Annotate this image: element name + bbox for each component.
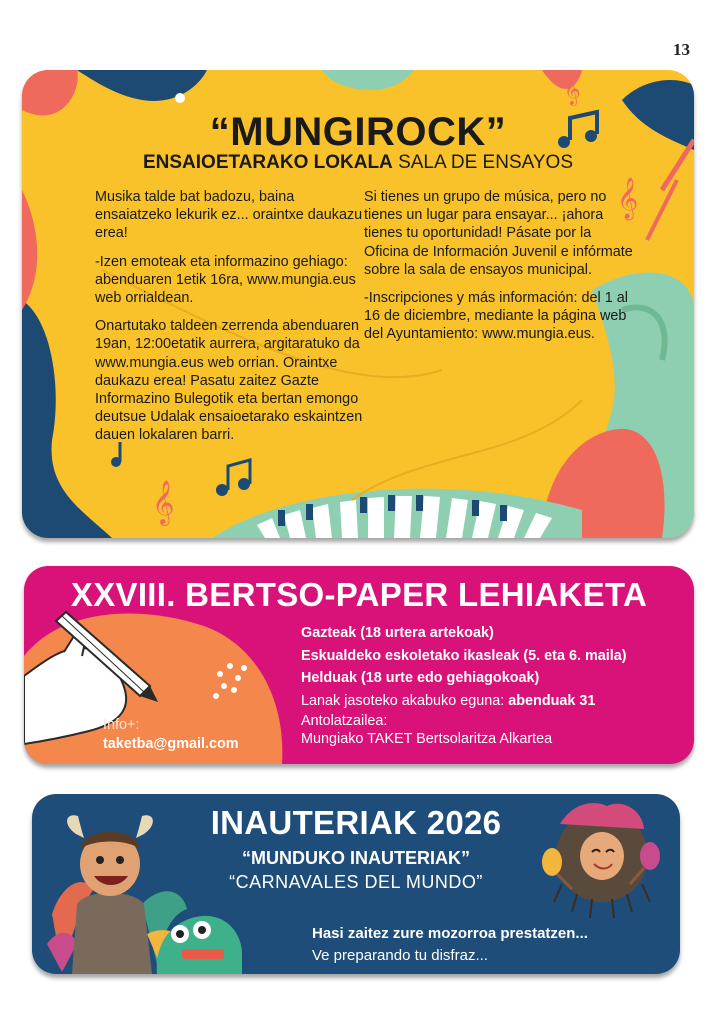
info-block: [103, 716, 239, 754]
svg-text:𝄞: 𝄞: [617, 178, 639, 219]
subtitle-spanish: SALA DE ENSAYOS: [398, 152, 574, 173]
callout-basque: Hasi zaitez zure mozorroa prestatzen...: [312, 925, 588, 942]
paragraph: Si tienes un grupo de música, pero no tienes un lugar para ensayar... ¡ahora tienes tu oportunidad! Pásate por la Oficina de Información Juvenil e infórmate sobre la sala de ensayos municipal.: [364, 189, 633, 278]
paragraph: -Inscripciones y más información: del 1 al 16 de diciembre, mediante la página web del Ayuntamiento: www.mungia.eus.: [364, 290, 628, 343]
svg-text:𝄞: 𝄞: [152, 480, 175, 524]
mungirock-subtitle: [22, 152, 694, 174]
svg-text:𝄞: 𝄞: [564, 72, 581, 105]
category-item: Gazteak (18 urtera artekoak): [301, 625, 494, 641]
organizer-label: Antolatzailea:: [301, 713, 388, 729]
deadline-label: Lanak jasoteko akabuko eguna:: [301, 692, 505, 709]
bertso-title: XXVIII. BERTSO-PAPER LEHIAKETA: [70, 576, 648, 613]
inauteriak-title: INAUTERIAK 2026: [210, 804, 502, 841]
bertso-card: [24, 566, 694, 764]
paragraph: Musika talde bat badozu, baina ensaiatzeko lekurik ez... oraintxe daukazu erea!: [95, 189, 363, 242]
subtitle-basque: “MUNDUKO INAUTERIAK”: [242, 848, 470, 868]
bertso-details: [301, 622, 627, 748]
basque-column: [95, 188, 365, 455]
callout-spanish: Ve preparando tu disfraz...: [312, 947, 488, 964]
page-number: 13: [673, 40, 690, 59]
mungirock-title: “MUNGIROCK”: [209, 110, 507, 154]
category-item: Helduak (18 urte edo gehiagokoak): [301, 670, 540, 686]
mungirock-card: [22, 70, 694, 538]
paragraph: -Izen emoteak eta informazino gehiago: abenduaren 1etik 16ra, www.mungia.eus web orrialdean.: [95, 253, 356, 307]
info-email[interactable]: taketba@gmail.com: [103, 736, 239, 752]
info-label: Info+:: [103, 717, 140, 733]
deadline-line: [301, 690, 627, 713]
paragraph: Onartutako taldeen zerrenda abenduaren 19an, 12:00etatik aurrera, argitaratuko da www.mungia.eus web orrian. Oraintxe daukazu erea! Pasatu zaitez Gazte Informazino Bulegotik eta bertan emongo deutsue Udalak ensaioetarako eskaintzen dauen lokalaren barri.: [95, 318, 363, 444]
organizer-value: Mungiako TAKET Bertsolaritza Alkartea: [301, 731, 553, 747]
subtitle-spanish: “CARNAVALES DEL MUNDO”: [229, 872, 483, 892]
spanish-column: [364, 188, 639, 354]
deadline-value: abenduak 31: [508, 692, 596, 709]
inauteriak-card: [32, 794, 680, 974]
category-item: Eskualdeko eskoletako ikasleak (5. eta 6. maila): [301, 647, 627, 664]
subtitle-basque: ENSAIOETARAKO LOKALA: [142, 152, 393, 173]
